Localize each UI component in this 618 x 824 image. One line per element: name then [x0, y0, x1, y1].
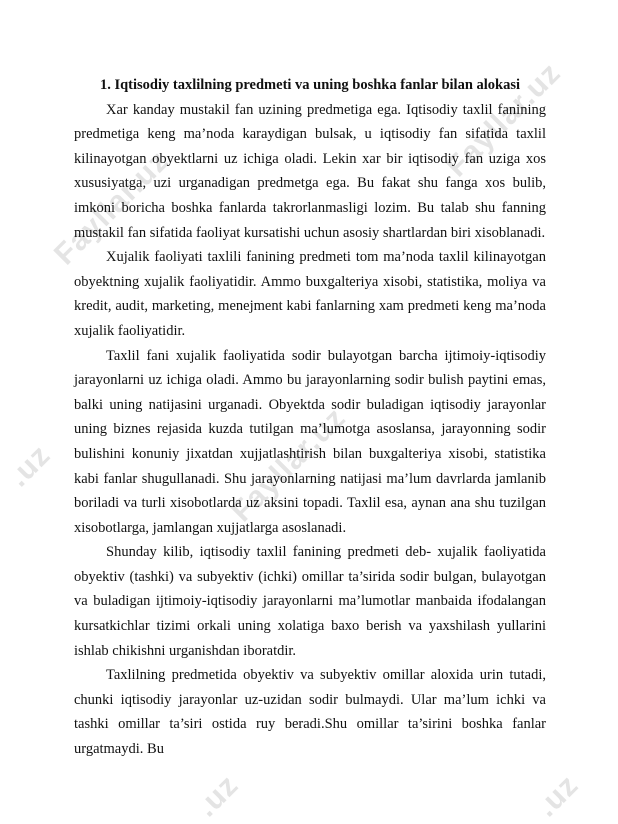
paragraph-5: Taxlilning predmetida obyektiv va subyektiv omillar aloxida urin tutadi, chunki iqtisodiy jarayonlar uz-uzidan sodir bulmaydi. Ular ma’lum ichki va tashki omillar ta’siri ostida ruy beradi.Shu omillar ta’sirini boshka fanlar urgatmaydi. Bu: [74, 667, 546, 758]
paragraph-1: Xar kanday mustakil fan uzining predmetiga ega. Iqtisodiy taxlil fanining predmetiga keng ma’noda karaydigan bulsak, u iqtisodiy fan sifatida taxlil kilinayotgan obyektlarni uz ichiga oladi. Lekin xar bir iqtisodiy fan uziga xos xususiyatga, uzi urganadigan predmetga ega. Bu fakat shu fanga xos bulib, imkoni boricha boshka fanlarda takrorlanmasligi lozim. Bu talab shu fanning mustakil fan sifatida faoliyat kursatishi uchun asosiy shartlardan biri xisoblanadi.: [74, 101, 546, 241]
document-body: [74, 73, 546, 762]
watermark-top-right: Fayllar.uz: [440, 56, 568, 184]
watermark-middle-left: .uz: [2, 438, 57, 494]
watermark-top-left: Fayllar.uz: [48, 144, 176, 272]
watermark-bottom-left: .uz: [190, 768, 245, 824]
watermark-center: Fayllar.uz: [225, 401, 353, 529]
section-heading: 1. Iqtisodiy taxlilning predmeti va uning boshka fanlar bilan alokasi: [99, 77, 521, 93]
paragraph-4: Shunday kilib, iqtisodiy taxlil fanining predmeti deb- xujalik faoliyatida obyektiv (tashki) va subyektiv (ichki) omillar ta’sirida sodir bulgan, bulayotgan va buladigan ijtimoiy-iqtisodiy jarayonlarni ma’lumotlar manbaida ifodalangan kursatkichlar tizimi orkali uning xolatiga baxo berish va yaxshilash yullarini ishlab chikishni urganishdan iboratdir.: [74, 544, 546, 659]
watermark-bottom-right: .uz: [530, 768, 585, 824]
paragraph-3: Taxlil fani xujalik faoliyatida sodir bulayotgan barcha ijtimoiy-iqtisodiy jarayonlarni uz ichiga oladi. Ammo bu jarayonlarning sodir bulish paytini emas, balki uning natijasini urganadi. Obyektda sodir buladigan iqtisodiy jarayonlar uning biznes rejasida kuzda tutilgan ma’lumotga asoslansa, jarayonning sodir bulishini konuniy jixatdan xujjatlashtirish bilan buxgalteriya xisobi, statistika kabi fanlar shugullanadi. Shu jarayonlarning natijasi ma’lum davrlarda jamlanib boriladi va turli xisobotlarda uz aksini topadi. Taxlil esa, aynan ana shu tuzilgan xisobotlarga, jamlangan xujjatlarga asoslanadi.: [74, 347, 546, 536]
paragraph-2: Xujalik faoliyati taxlili fanining predmeti tom ma’noda taxlil kilinayotgan obyektning xujalik faoliyatidir. Ammo buxgalteriya xisobi, statistika, moliya va kredit, audit, marketing, menejment kabi fanlarning xam predmeti keng ma’noda xujalik faoliyatidir.: [74, 249, 546, 339]
